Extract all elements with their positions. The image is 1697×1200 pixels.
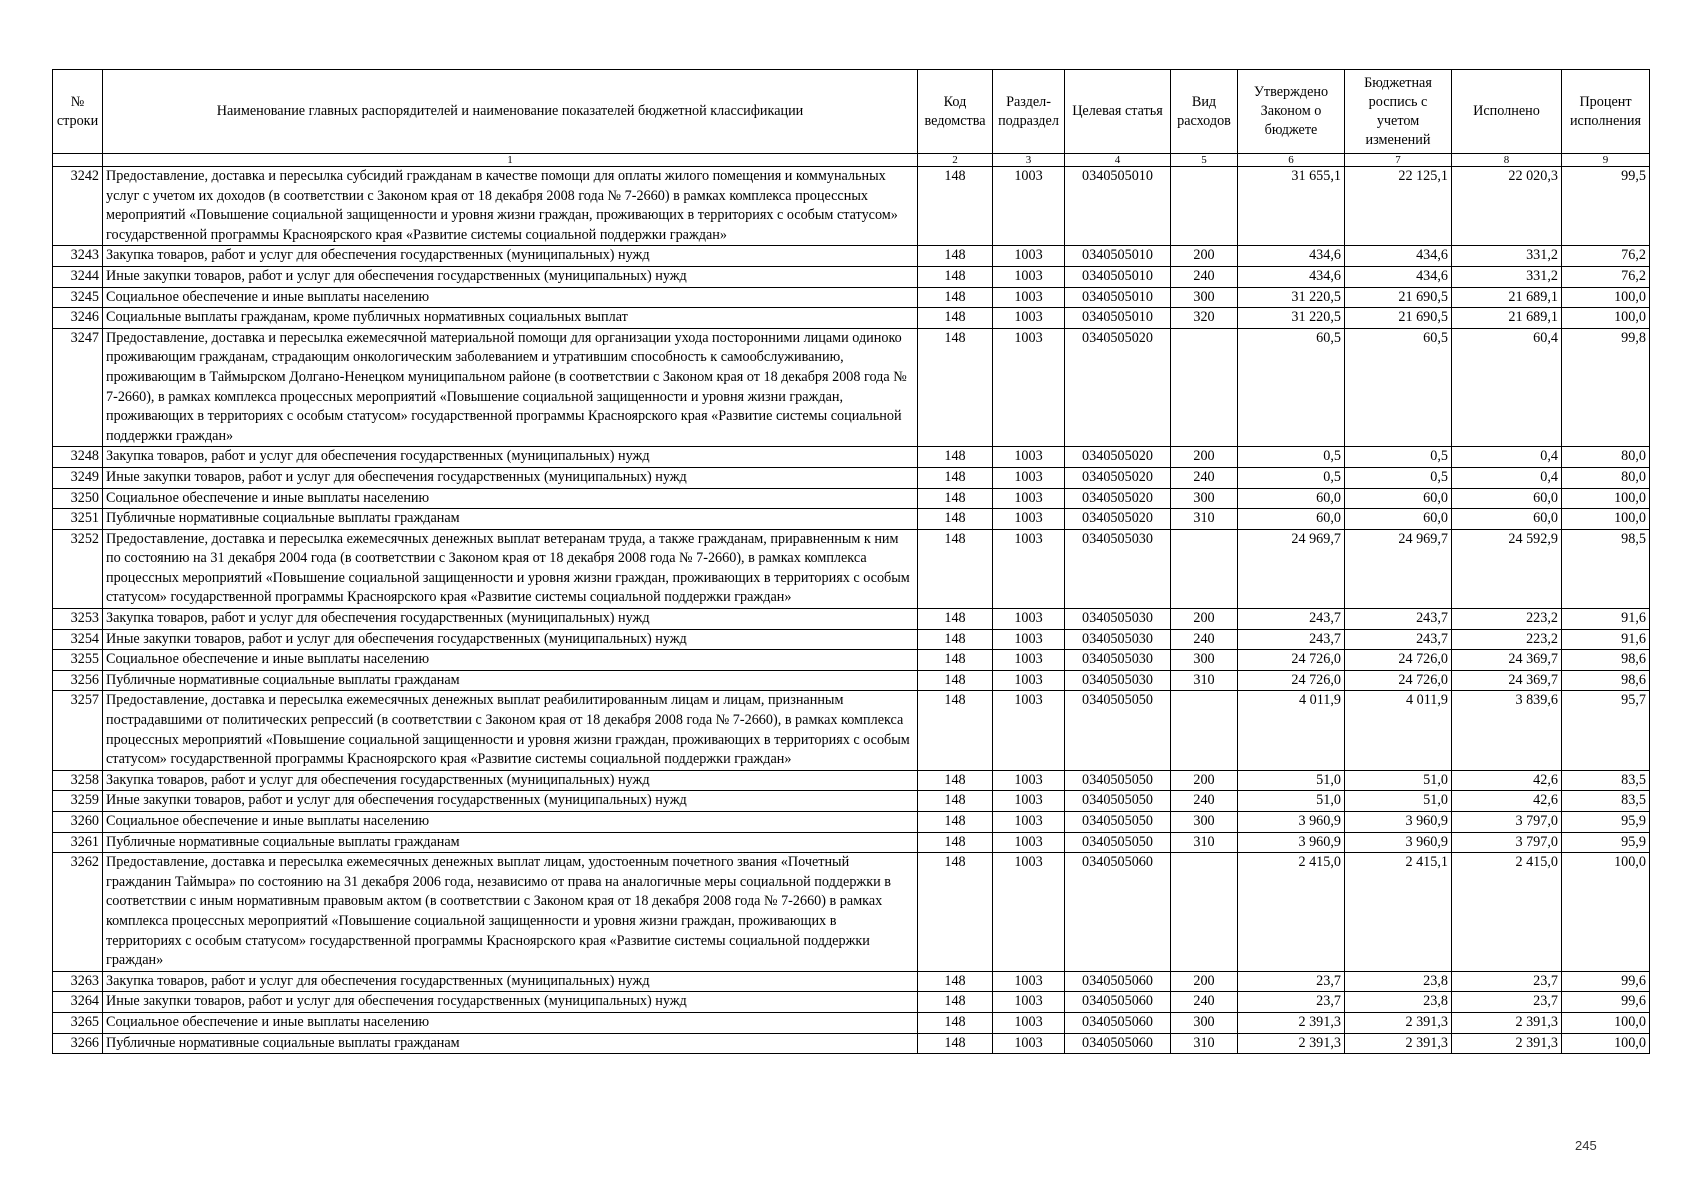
header-name: Наименование главных распорядителей и наименование показателей бюджетной классификации: [103, 70, 918, 154]
header-budget-list: Бюджетная роспись с учетом изменений: [1345, 70, 1452, 154]
row-number: 3243: [53, 246, 103, 267]
header-dept-code: Код ведомства: [918, 70, 993, 154]
row-name: Закупка товаров, работ и услуг для обеспечения государственных (муниципальных) нужд: [103, 609, 918, 630]
approved-amount: 51,0: [1238, 770, 1345, 791]
approved-amount: 31 655,1: [1238, 167, 1345, 246]
dept-code: 148: [918, 246, 993, 267]
expense-type: 200: [1171, 246, 1238, 267]
dept-code: 148: [918, 832, 993, 853]
column-numbers-row: [53, 154, 1650, 167]
expense-type: [1171, 529, 1238, 608]
target-article: 0340505050: [1065, 791, 1171, 812]
row-name: Закупка товаров, работ и услуг для обеспечения государственных (муниципальных) нужд: [103, 770, 918, 791]
row-name: Иные закупки товаров, работ и услуг для обеспечения государственных (муниципальных) нужд: [103, 266, 918, 287]
table-row: [53, 691, 1650, 770]
row-number: 3264: [53, 992, 103, 1013]
row-number: 3244: [53, 266, 103, 287]
executed-amount: 3 839,6: [1452, 691, 1562, 770]
execution-percent: 99,8: [1562, 328, 1650, 447]
execution-percent: 91,6: [1562, 609, 1650, 630]
header-row-no: № строки: [53, 70, 103, 154]
page-number: 245: [1575, 1138, 1597, 1153]
table-row: [53, 529, 1650, 608]
table-row: [53, 246, 1650, 267]
header-target: Целевая статья: [1065, 70, 1171, 154]
row-number: 3260: [53, 812, 103, 833]
dept-code: 148: [918, 609, 993, 630]
section-code: 1003: [993, 812, 1065, 833]
budget-list-amount: 434,6: [1345, 266, 1452, 287]
target-article: 0340505010: [1065, 246, 1171, 267]
expense-type: 310: [1171, 1033, 1238, 1054]
dept-code: 148: [918, 1033, 993, 1054]
budget-list-amount: 60,5: [1345, 328, 1452, 447]
header-row: [53, 70, 1650, 154]
approved-amount: 24 969,7: [1238, 529, 1345, 608]
target-article: 0340505060: [1065, 1033, 1171, 1054]
table-row: [53, 509, 1650, 530]
approved-amount: 24 726,0: [1238, 670, 1345, 691]
execution-percent: 99,6: [1562, 971, 1650, 992]
expense-type: [1171, 328, 1238, 447]
executed-amount: 60,0: [1452, 509, 1562, 530]
row-number: 3263: [53, 971, 103, 992]
dept-code: 148: [918, 691, 993, 770]
dept-code: 148: [918, 529, 993, 608]
execution-percent: 100,0: [1562, 488, 1650, 509]
execution-percent: 100,0: [1562, 1033, 1650, 1054]
header-section: Раздел-подраздел: [993, 70, 1065, 154]
executed-amount: 2 391,3: [1452, 1012, 1562, 1033]
approved-amount: 434,6: [1238, 246, 1345, 267]
dept-code: 148: [918, 467, 993, 488]
execution-percent: 95,9: [1562, 832, 1650, 853]
dept-code: 148: [918, 308, 993, 329]
table-row: [53, 629, 1650, 650]
row-name: Социальное обеспечение и иные выплаты населению: [103, 488, 918, 509]
table-row: [53, 1012, 1650, 1033]
expense-type: 200: [1171, 971, 1238, 992]
target-article: 0340505020: [1065, 447, 1171, 468]
executed-amount: 24 369,7: [1452, 650, 1562, 671]
executed-amount: 0,4: [1452, 467, 1562, 488]
expense-type: 310: [1171, 509, 1238, 530]
row-name: Публичные нормативные социальные выплаты гражданам: [103, 509, 918, 530]
row-number: 3251: [53, 509, 103, 530]
row-number: 3253: [53, 609, 103, 630]
execution-percent: 83,5: [1562, 791, 1650, 812]
expense-type: 300: [1171, 1012, 1238, 1033]
execution-percent: 76,2: [1562, 246, 1650, 267]
approved-amount: 243,7: [1238, 629, 1345, 650]
target-article: 0340505030: [1065, 650, 1171, 671]
column-number: 8: [1452, 154, 1562, 167]
row-name: Предоставление, доставка и пересылка ежемесячных денежных выплат ветеранам труда, а также гражданам, приравненным к ним по состоянию на 31 декабря 2004 года (в соответствии с Законом края от 18 декабря 2008 года № 7-2660), в рамках комплекса процессных мероприятий «Повышение социальной защищенности и уровня жизни граждан, проживающих в территориях с особым статусом» государственной программы Красноярского края «Развитие системы социальной поддержки граждан»: [103, 529, 918, 608]
executed-amount: 42,6: [1452, 791, 1562, 812]
row-name: Предоставление, доставка и пересылка ежемесячных денежных выплат лицам, удостоенным почетного звания «Почетный гражданин Таймыра» по состоянию на 31 декабря 2006 года, независимо от права на аналогичные меры социальной поддержки в соответствии с иным нормативным правовым актом (в соответствии с Законом края от 18 декабря 2008 года № 7-2660) в рамках комплекса процессных мероприятий «Повышение социальной защищенности и уровня жизни граждан, проживающих в территориях с особым статусом» государственной программы Красноярского края «Развитие системы социальной поддержки граждан»: [103, 853, 918, 972]
executed-amount: 0,4: [1452, 447, 1562, 468]
target-article: 0340505010: [1065, 287, 1171, 308]
section-code: 1003: [993, 509, 1065, 530]
row-number: 3252: [53, 529, 103, 608]
section-code: 1003: [993, 529, 1065, 608]
target-article: 0340505020: [1065, 509, 1171, 530]
expense-type: 240: [1171, 467, 1238, 488]
dept-code: 148: [918, 650, 993, 671]
header-executed: Исполнено: [1452, 70, 1562, 154]
execution-percent: 98,5: [1562, 529, 1650, 608]
approved-amount: 2 391,3: [1238, 1012, 1345, 1033]
executed-amount: 331,2: [1452, 246, 1562, 267]
section-code: 1003: [993, 447, 1065, 468]
section-code: 1003: [993, 266, 1065, 287]
section-code: 1003: [993, 629, 1065, 650]
expense-type: 300: [1171, 287, 1238, 308]
section-code: 1003: [993, 670, 1065, 691]
target-article: 0340505020: [1065, 488, 1171, 509]
column-number: 3: [993, 154, 1065, 167]
budget-list-amount: 24 726,0: [1345, 650, 1452, 671]
target-article: 0340505050: [1065, 770, 1171, 791]
row-number: 3248: [53, 447, 103, 468]
section-code: 1003: [993, 467, 1065, 488]
table-row: [53, 308, 1650, 329]
budget-list-amount: 23,8: [1345, 992, 1452, 1013]
approved-amount: 2 391,3: [1238, 1033, 1345, 1054]
approved-amount: 3 960,9: [1238, 832, 1345, 853]
column-number: 5: [1171, 154, 1238, 167]
section-code: 1003: [993, 488, 1065, 509]
row-number: 3245: [53, 287, 103, 308]
budget-list-amount: 24 969,7: [1345, 529, 1452, 608]
header-percent: Процент исполнения: [1562, 70, 1650, 154]
row-name: Социальное обеспечение и иные выплаты населению: [103, 812, 918, 833]
row-number: 3266: [53, 1033, 103, 1054]
executed-amount: 21 689,1: [1452, 308, 1562, 329]
table-row: [53, 1033, 1650, 1054]
table-row: [53, 770, 1650, 791]
target-article: 0340505030: [1065, 609, 1171, 630]
table-row: [53, 853, 1650, 972]
target-article: 0340505050: [1065, 832, 1171, 853]
approved-amount: 4 011,9: [1238, 691, 1345, 770]
budget-list-amount: 23,8: [1345, 971, 1452, 992]
table-row: [53, 447, 1650, 468]
budget-list-amount: 0,5: [1345, 447, 1452, 468]
dept-code: 148: [918, 266, 993, 287]
row-number: 3249: [53, 467, 103, 488]
column-number: 9: [1562, 154, 1650, 167]
executed-amount: 23,7: [1452, 992, 1562, 1013]
section-code: 1003: [993, 1033, 1065, 1054]
row-number: 3255: [53, 650, 103, 671]
target-article: 0340505010: [1065, 167, 1171, 246]
column-number: 4: [1065, 154, 1171, 167]
execution-percent: 100,0: [1562, 853, 1650, 972]
approved-amount: 60,5: [1238, 328, 1345, 447]
executed-amount: 3 797,0: [1452, 812, 1562, 833]
executed-amount: 42,6: [1452, 770, 1562, 791]
row-name: Социальные выплаты гражданам, кроме публичных нормативных социальных выплат: [103, 308, 918, 329]
expense-type: 320: [1171, 308, 1238, 329]
section-code: 1003: [993, 609, 1065, 630]
executed-amount: 24 592,9: [1452, 529, 1562, 608]
approved-amount: 0,5: [1238, 467, 1345, 488]
dept-code: 148: [918, 629, 993, 650]
budget-list-amount: 2 391,3: [1345, 1033, 1452, 1054]
row-name: Социальное обеспечение и иные выплаты населению: [103, 1012, 918, 1033]
dept-code: 148: [918, 509, 993, 530]
row-name: Предоставление, доставка и пересылка ежемесячной материальной помощи для организации ухода посторонними лицами одиноко проживающим гражданам, страдающим онкологическим заболеванием и утратившим способность к самообслуживанию, проживающим в Таймырском Долгано-Ненецком муниципальном районе (в соответствии с Законом края от 18 декабря 2008 года № 7-2660), в рамках комплекса процессных мероприятий «Повышение социальной защищенности и уровня жизни граждан, проживающих в территориях с особым статусом» государственной программы Красноярского края «Развитие системы социальной поддержки граждан»: [103, 328, 918, 447]
approved-amount: 60,0: [1238, 488, 1345, 509]
approved-amount: 434,6: [1238, 266, 1345, 287]
row-name: Социальное обеспечение и иные выплаты населению: [103, 287, 918, 308]
table-row: [53, 266, 1650, 287]
target-article: 0340505030: [1065, 670, 1171, 691]
section-code: 1003: [993, 1012, 1065, 1033]
approved-amount: 60,0: [1238, 509, 1345, 530]
target-article: 0340505050: [1065, 812, 1171, 833]
expense-type: 200: [1171, 770, 1238, 791]
budget-list-amount: 243,7: [1345, 609, 1452, 630]
table-row: [53, 328, 1650, 447]
approved-amount: 31 220,5: [1238, 308, 1345, 329]
budget-list-amount: 51,0: [1345, 770, 1452, 791]
approved-amount: 2 415,0: [1238, 853, 1345, 972]
approved-amount: 243,7: [1238, 609, 1345, 630]
execution-percent: 80,0: [1562, 467, 1650, 488]
target-article: 0340505060: [1065, 1012, 1171, 1033]
expense-type: 240: [1171, 791, 1238, 812]
executed-amount: 23,7: [1452, 971, 1562, 992]
section-code: 1003: [993, 691, 1065, 770]
section-code: 1003: [993, 832, 1065, 853]
dept-code: 148: [918, 328, 993, 447]
row-number: 3254: [53, 629, 103, 650]
expense-type: 300: [1171, 488, 1238, 509]
expense-type: 300: [1171, 812, 1238, 833]
table-row: [53, 467, 1650, 488]
dept-code: 148: [918, 812, 993, 833]
section-code: 1003: [993, 853, 1065, 972]
row-name: Иные закупки товаров, работ и услуг для обеспечения государственных (муниципальных) нужд: [103, 467, 918, 488]
execution-percent: 98,6: [1562, 670, 1650, 691]
budget-list-amount: 60,0: [1345, 509, 1452, 530]
table-row: [53, 971, 1650, 992]
row-name: Публичные нормативные социальные выплаты гражданам: [103, 670, 918, 691]
row-name: Предоставление, доставка и пересылка ежемесячных денежных выплат реабилитированным лицам и лицам, признанным пострадавшими от политических репрессий (в соответствии с Законом края от 18 декабря 2008 года № 7-2660), в рамках комплекса процессных мероприятий «Повышение социальной защищенности и уровня жизни граждан, проживающих в территориях с особым статусом» государственной программы Красноярского края «Развитие системы социальной поддержки граждан»: [103, 691, 918, 770]
approved-amount: 31 220,5: [1238, 287, 1345, 308]
row-number: 3247: [53, 328, 103, 447]
approved-amount: 23,7: [1238, 971, 1345, 992]
row-number: 3259: [53, 791, 103, 812]
budget-list-amount: 22 125,1: [1345, 167, 1452, 246]
budget-list-amount: 4 011,9: [1345, 691, 1452, 770]
target-article: 0340505010: [1065, 308, 1171, 329]
approved-amount: 51,0: [1238, 791, 1345, 812]
column-number: [53, 154, 103, 167]
execution-percent: 76,2: [1562, 266, 1650, 287]
expense-type: [1171, 167, 1238, 246]
row-number: 3256: [53, 670, 103, 691]
budget-list-amount: 60,0: [1345, 488, 1452, 509]
execution-percent: 91,6: [1562, 629, 1650, 650]
column-number: 7: [1345, 154, 1452, 167]
dept-code: 148: [918, 971, 993, 992]
row-name: Предоставление, доставка и пересылка субсидий гражданам в качестве помощи для оплаты жилого помещения и коммунальных услуг с учетом их доходов (в соответствии с Законом края от 18 декабря 2008 года № 7-2660) в рамках комплекса процессных мероприятий «Повышение социальной защищенности и уровня жизни граждан, проживающих в территориях с особым статусом» государственной программы Красноярского края «Развитие системы социальной поддержки граждан»: [103, 167, 918, 246]
dept-code: 148: [918, 853, 993, 972]
target-article: 0340505060: [1065, 853, 1171, 972]
executed-amount: 2 415,0: [1452, 853, 1562, 972]
budget-list-amount: 21 690,5: [1345, 287, 1452, 308]
target-article: 0340505060: [1065, 971, 1171, 992]
section-code: 1003: [993, 287, 1065, 308]
approved-amount: 0,5: [1238, 447, 1345, 468]
table-row: [53, 167, 1650, 246]
execution-percent: 95,9: [1562, 812, 1650, 833]
budget-list-amount: 2 415,1: [1345, 853, 1452, 972]
execution-percent: 100,0: [1562, 1012, 1650, 1033]
column-number: 1: [103, 154, 918, 167]
executed-amount: 60,0: [1452, 488, 1562, 509]
section-code: 1003: [993, 791, 1065, 812]
expense-type: 310: [1171, 670, 1238, 691]
dept-code: 148: [918, 447, 993, 468]
dept-code: 148: [918, 1012, 993, 1033]
budget-list-amount: 51,0: [1345, 791, 1452, 812]
executed-amount: 21 689,1: [1452, 287, 1562, 308]
section-code: 1003: [993, 992, 1065, 1013]
table-row: [53, 488, 1650, 509]
expense-type: 200: [1171, 447, 1238, 468]
section-code: 1003: [993, 167, 1065, 246]
row-name: Иные закупки товаров, работ и услуг для обеспечения государственных (муниципальных) нужд: [103, 791, 918, 812]
target-article: 0340505020: [1065, 467, 1171, 488]
dept-code: 148: [918, 670, 993, 691]
budget-table: [52, 69, 1650, 1054]
dept-code: 148: [918, 770, 993, 791]
target-article: 0340505030: [1065, 529, 1171, 608]
executed-amount: 223,2: [1452, 629, 1562, 650]
target-article: 0340505010: [1065, 266, 1171, 287]
execution-percent: 99,6: [1562, 992, 1650, 1013]
header-exp-type: Вид расходов: [1171, 70, 1238, 154]
row-name: Социальное обеспечение и иные выплаты населению: [103, 650, 918, 671]
executed-amount: 2 391,3: [1452, 1033, 1562, 1054]
table-row: [53, 812, 1650, 833]
table-row: [53, 832, 1650, 853]
row-number: 3242: [53, 167, 103, 246]
row-name: Публичные нормативные социальные выплаты гражданам: [103, 832, 918, 853]
dept-code: 148: [918, 488, 993, 509]
section-code: 1003: [993, 770, 1065, 791]
table-row: [53, 670, 1650, 691]
expense-type: [1171, 853, 1238, 972]
column-number: 6: [1238, 154, 1345, 167]
expense-type: [1171, 691, 1238, 770]
execution-percent: 98,6: [1562, 650, 1650, 671]
section-code: 1003: [993, 328, 1065, 447]
budget-list-amount: 3 960,9: [1345, 832, 1452, 853]
expense-type: 240: [1171, 629, 1238, 650]
target-article: 0340505060: [1065, 992, 1171, 1013]
table-row: [53, 650, 1650, 671]
budget-list-amount: 0,5: [1345, 467, 1452, 488]
executed-amount: 3 797,0: [1452, 832, 1562, 853]
section-code: 1003: [993, 246, 1065, 267]
expense-type: 240: [1171, 266, 1238, 287]
budget-list-amount: 434,6: [1345, 246, 1452, 267]
row-name: Иные закупки товаров, работ и услуг для обеспечения государственных (муниципальных) нужд: [103, 992, 918, 1013]
execution-percent: 95,7: [1562, 691, 1650, 770]
executed-amount: 331,2: [1452, 266, 1562, 287]
budget-list-amount: 2 391,3: [1345, 1012, 1452, 1033]
table-row: [53, 791, 1650, 812]
execution-percent: 100,0: [1562, 287, 1650, 308]
budget-list-amount: 21 690,5: [1345, 308, 1452, 329]
section-code: 1003: [993, 308, 1065, 329]
budget-list-amount: 3 960,9: [1345, 812, 1452, 833]
row-name: Закупка товаров, работ и услуг для обеспечения государственных (муниципальных) нужд: [103, 971, 918, 992]
row-number: 3258: [53, 770, 103, 791]
execution-percent: 100,0: [1562, 509, 1650, 530]
budget-list-amount: 24 726,0: [1345, 670, 1452, 691]
row-number: 3246: [53, 308, 103, 329]
execution-percent: 99,5: [1562, 167, 1650, 246]
dept-code: 148: [918, 287, 993, 308]
dept-code: 148: [918, 992, 993, 1013]
approved-amount: 24 726,0: [1238, 650, 1345, 671]
target-article: 0340505050: [1065, 691, 1171, 770]
table-row: [53, 609, 1650, 630]
row-number: 3262: [53, 853, 103, 972]
row-name: Закупка товаров, работ и услуг для обеспечения государственных (муниципальных) нужд: [103, 447, 918, 468]
row-number: 3265: [53, 1012, 103, 1033]
row-name: Иные закупки товаров, работ и услуг для обеспечения государственных (муниципальных) нужд: [103, 629, 918, 650]
execution-percent: 80,0: [1562, 447, 1650, 468]
expense-type: 300: [1171, 650, 1238, 671]
row-name: Публичные нормативные социальные выплаты гражданам: [103, 1033, 918, 1054]
budget-list-amount: 243,7: [1345, 629, 1452, 650]
execution-percent: 100,0: [1562, 308, 1650, 329]
execution-percent: 83,5: [1562, 770, 1650, 791]
table-row: [53, 992, 1650, 1013]
expense-type: 310: [1171, 832, 1238, 853]
section-code: 1003: [993, 971, 1065, 992]
row-number: 3261: [53, 832, 103, 853]
expense-type: 240: [1171, 992, 1238, 1013]
table-row: [53, 287, 1650, 308]
row-number: 3250: [53, 488, 103, 509]
executed-amount: 60,4: [1452, 328, 1562, 447]
dept-code: 148: [918, 791, 993, 812]
row-name: Закупка товаров, работ и услуг для обеспечения государственных (муниципальных) нужд: [103, 246, 918, 267]
dept-code: 148: [918, 167, 993, 246]
approved-amount: 3 960,9: [1238, 812, 1345, 833]
executed-amount: 24 369,7: [1452, 670, 1562, 691]
executed-amount: 223,2: [1452, 609, 1562, 630]
approved-amount: 23,7: [1238, 992, 1345, 1013]
row-number: 3257: [53, 691, 103, 770]
header-approved: Утверждено Законом о бюджете: [1238, 70, 1345, 154]
executed-amount: 22 020,3: [1452, 167, 1562, 246]
column-number: 2: [918, 154, 993, 167]
section-code: 1003: [993, 650, 1065, 671]
expense-type: 200: [1171, 609, 1238, 630]
target-article: 0340505030: [1065, 629, 1171, 650]
target-article: 0340505020: [1065, 328, 1171, 447]
